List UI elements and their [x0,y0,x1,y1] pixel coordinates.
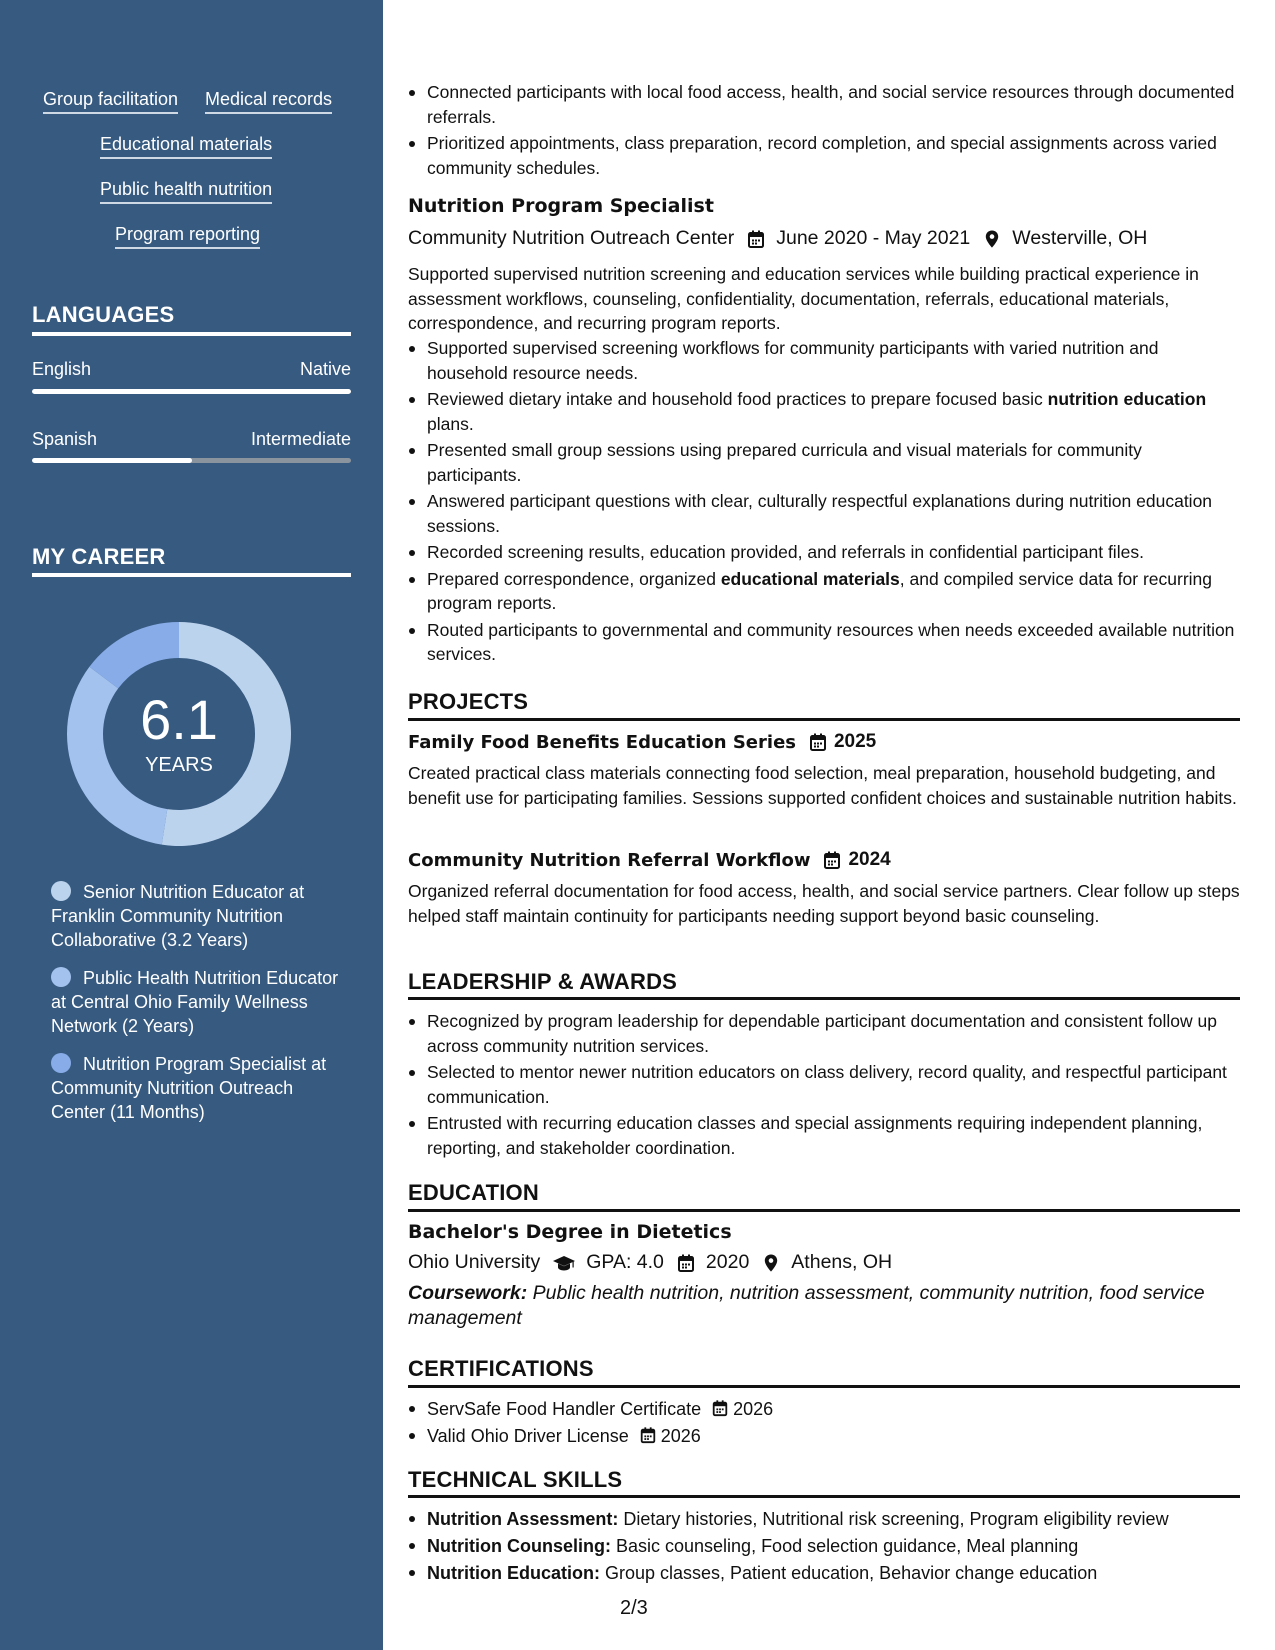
project-year: 2025 [833,731,877,752]
education-meta [408,1251,1240,1274]
project-title-row [408,731,1240,753]
job-meta [408,227,1240,250]
certification-year: 2026 [660,1426,701,1446]
education-rule [408,1209,1240,1212]
project-title: Family Food Benefits Education Series [408,731,796,753]
language-proficiency-bar [32,389,351,394]
bullet-item: Entrusted with recurring education classes and special assignments requiring independent planning, reporting, and stakeholder coordination. [408,1111,1240,1160]
job-summary: Supported supervised nutrition screening and education services while building practical experience in assessment workflows, counseling, confidentiality, documentation, referrals, educational materials, correspondence, and recurring program reports. [408,264,1199,333]
bullet-text: plans. [427,413,474,434]
career-total-unit: YEARS [145,754,213,776]
career-legend-item [51,966,341,1038]
coursework-text: Public health nutrition, nutrition assessment, community nutrition, food service management [408,1282,1205,1329]
language-name: Spanish [32,429,98,449]
bullet-item [408,567,1240,616]
degree-title: Bachelor's Degree in Dietetics [408,1221,732,1243]
project-title-row [408,849,1240,871]
languages-rule [32,332,351,336]
project-description: Created practical class materials connecting food selection, meal preparation, household budgeting, and benefit use for participating families. Sessions supported confident choices and sustainable nutrition habits. [408,763,1237,808]
graduation-year: 2020 [705,1251,750,1273]
previous-job-bullets [408,80,1240,180]
job-company: Community Nutrition Outreach Center [408,227,735,249]
calendar-icon [639,1426,657,1444]
career-heading: MY CAREER [32,544,166,569]
bullet-text: , and compiled service data for recurring program reports. [427,568,1213,613]
technical-skill-text: Dietary histories, Nutritional risk screening, Program eligibility review [618,1509,1169,1529]
technical-skill-label: Nutrition Education: [427,1563,600,1583]
certification-name: ServSafe Food Handler Certificate [427,1399,702,1419]
bullet-item: Presented small group sessions using prepared curricula and visual materials for community participants. [408,438,1240,487]
certification-name: Valid Ohio Driver License [427,1426,629,1446]
technical-skill-label: Nutrition Assessment: [427,1509,619,1529]
language-proficiency-fill [32,458,192,463]
job-dates: June 2020 - May 2021 [776,227,971,249]
leadership-heading: LEADERSHIP & AWARDS [408,969,678,994]
career-legend-item [51,1052,341,1124]
job-title: Nutrition Program Specialist [408,195,714,217]
language-proficiency-fill [32,389,351,394]
gpa: GPA: 4.0 [586,1251,664,1273]
calendar-icon [808,732,828,752]
main-content [408,0,1240,1650]
certifications-list [408,1396,1240,1450]
skill-chip: Program reporting [115,223,260,249]
school-location: Athens, OH [791,1251,893,1273]
bullet-item [408,387,1240,436]
bullet-keyword: educational materials [720,568,900,589]
bullet-item: Connected participants with local food access, health, and social service resources through documented referrals. [408,80,1240,129]
projects-rule [408,718,1240,721]
bullet-text: Reviewed dietary intake and household food practices to prepare focused basic [427,389,1048,409]
technical-skill-text: Group classes, Patient education, Behavior change education [599,1563,1098,1583]
calendar-icon [676,1253,696,1273]
certification-year: 2026 [733,1399,774,1419]
skill-chip: Medical records [205,88,332,114]
skill-chip: Educational materials [100,133,272,159]
calendar-icon [822,850,842,870]
language-row [32,429,351,450]
career-legend-label: Public Health Nutrition Educator at Central Ohio Family Wellness Network (2 Years) [51,968,339,1036]
skill-chip: Group facilitation [43,88,178,114]
languages-heading: LANGUAGES [32,302,175,327]
career-legend-label: Senior Nutrition Educator at Franklin Community Nutrition Collaborative (3.2 Years) [51,882,305,950]
technical-skill-item [408,1506,1240,1533]
project-year: 2024 [848,849,891,870]
career-legend-label: Nutrition Program Specialist at Community Nutrition Outreach Center (11 Months) [51,1054,327,1122]
career-total-years: 6.1 [140,688,218,751]
language-row [32,359,351,380]
legend-dot-icon [51,881,71,901]
projects-heading: PROJECTS [408,689,529,714]
certifications-rule [408,1385,1240,1388]
technical-skill-label: Nutrition Counseling: [427,1536,611,1556]
technical-skill-item [408,1560,1240,1587]
leadership-bullets [408,1009,1240,1160]
page-number: 2/3 [620,1597,648,1619]
technical-skill-item [408,1533,1240,1560]
technical-skills-list [408,1506,1240,1587]
certification-item [408,1396,1240,1423]
calendar-icon [711,1399,729,1417]
language-level: Native [299,359,351,379]
legend-dot-icon [51,1053,71,1073]
technical-skills-rule [408,1495,1240,1498]
skill-chip: Public health nutrition [100,178,272,204]
bullet-item: Prioritized appointments, class preparation, record completion, and special assignments across varied community schedules. [408,131,1240,180]
bullet-text: Prepared correspondence, organized [427,568,721,589]
technical-skill-text: Basic counseling, Food selection guidance, Meal planning [610,1536,1079,1556]
bullet-item: Answered participant questions with clear, culturally respectful explanations during nutrition education sessions. [408,489,1240,538]
coursework [408,1281,1240,1331]
job-bullets [408,336,1240,667]
language-name: English [32,359,92,379]
project-description: Organized referral documentation for food access, health, and social service partners. Clear follow up steps helped staff maintain continuity for participants needing support beyond basic counseling. [408,881,1240,926]
certifications-heading: CERTIFICATIONS [408,1356,594,1381]
location-pin-icon [761,1253,781,1273]
coursework-label: Coursework: [408,1282,528,1304]
education-heading: EDUCATION [408,1180,539,1205]
leadership-rule [408,997,1240,1000]
bullet-item: Supported supervised screening workflows for community participants with varied nutrition and household resource needs. [408,336,1240,385]
bullet-item: Recorded screening results, education provided, and referrals in confidential participant files. [408,540,1240,565]
bullet-keyword: nutrition education [1047,389,1207,409]
language-proficiency-bar [32,458,351,463]
graduation-cap-icon [552,1253,576,1273]
career-rule [32,573,351,577]
legend-dot-icon [51,967,71,987]
location-pin-icon [982,229,1002,249]
calendar-icon [746,229,766,249]
bullet-item: Recognized by program leadership for dependable participant documentation and consistent follow up across community nutrition services. [408,1009,1240,1058]
job-location: Westerville, OH [1012,227,1148,249]
career-legend-item [51,880,341,952]
school-name: Ohio University [408,1251,541,1273]
technical-skills-heading: TECHNICAL SKILLS [408,1467,623,1492]
bullet-item: Selected to mentor newer nutrition educators on class delivery, record quality, and respectful participant communication. [408,1060,1240,1109]
sidebar [0,0,383,1650]
certification-item [408,1423,1240,1450]
language-level: Intermediate [250,429,351,449]
project-title: Community Nutrition Referral Workflow [408,849,811,871]
bullet-item: Routed participants to governmental and community resources when needs exceeded available nutrition services. [408,618,1240,667]
